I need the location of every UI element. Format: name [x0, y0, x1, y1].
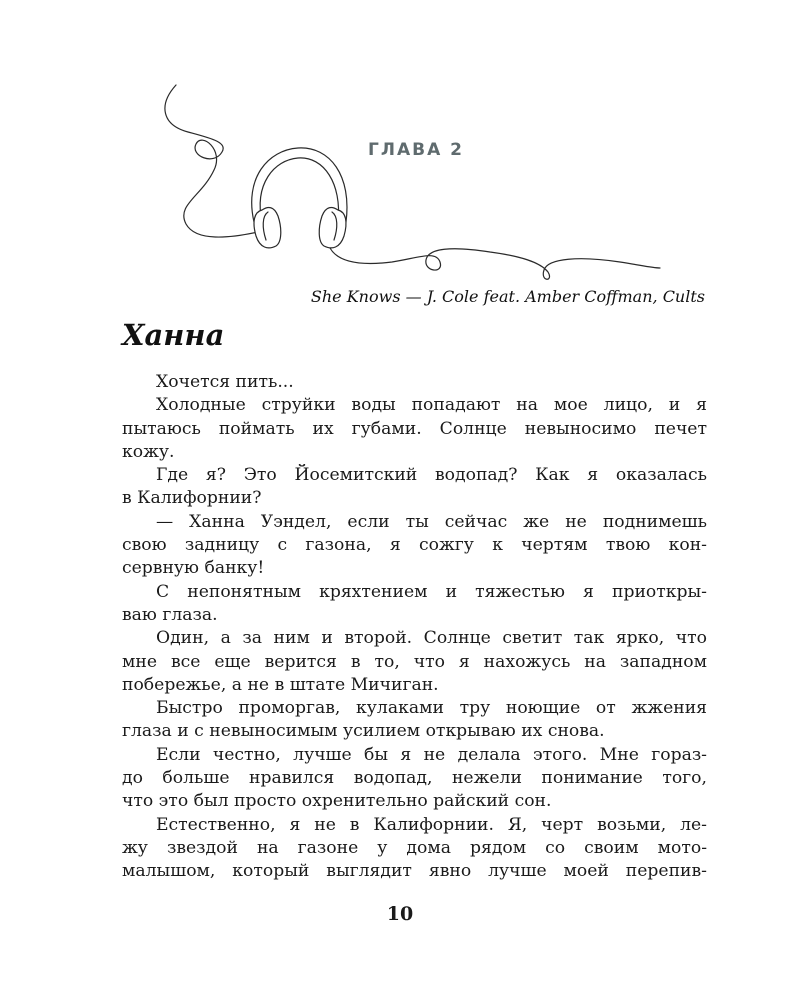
narrator-heading: Ханна — [122, 318, 225, 352]
song-epigraph: She Knows — J. Cole feat. Amber Coffman, Cults — [310, 287, 705, 306]
body-line: жу звездой на газоне у дома рядом со своим мото- — [122, 837, 707, 858]
body-text — [122, 371, 707, 884]
body-line: малышом, который выглядит явно лучше моей перепив- — [122, 861, 707, 882]
body-line: что это был просто охренительно райский сон. — [122, 791, 552, 812]
page-number: 10 — [386, 903, 414, 925]
chapter-title: ГЛАВА 2 — [368, 140, 464, 160]
body-line: Быстро проморгав, кулаками тру ноющие от жжения — [156, 698, 707, 719]
body-line: Холодные струйки воды попадают на мое лицо, и я — [156, 395, 707, 416]
body-line: пытаюсь поймать их губами. Солнце невыносимо печет — [122, 418, 707, 439]
body-line: Если честно, лучше бы я не делала этого. Мне горaз- — [156, 744, 707, 765]
body-line: побережье, а не в штате Мичиган. — [122, 674, 439, 695]
body-line: С непонятным кряхтением и тяжестью я приоткры- — [156, 581, 707, 602]
body-line: глаза и с невыносимым усилием открываю их снова. — [122, 721, 605, 742]
body-line: ваю глаза. — [122, 604, 218, 625]
body-line: до больше нравился водопад, нежели понимание того, — [122, 768, 707, 789]
body-line: сервную банку! — [122, 558, 265, 579]
body-line: Один, а за ним и второй. Солнце светит так ярко, что — [156, 628, 707, 649]
body-line: свою задницу с газона, я сожгу к чертям твою кон- — [122, 535, 707, 556]
body-line: мне все еще верится в то, что я нахожусь на западном — [122, 651, 707, 672]
body-line: — Ханна Уэндел, если ты сейчас же не поднимешь — [156, 511, 707, 532]
body-line: Где я? Это Йосемитский водопад? Как я оказалась — [156, 465, 707, 486]
body-line: Естественно, я не в Калифорнии. Я, черт возьми, ле- — [156, 814, 707, 835]
body-line: кожу. — [122, 441, 175, 462]
body-line: в Калифорнии? — [122, 488, 262, 509]
body-line: Хочется пить... — [156, 372, 294, 392]
